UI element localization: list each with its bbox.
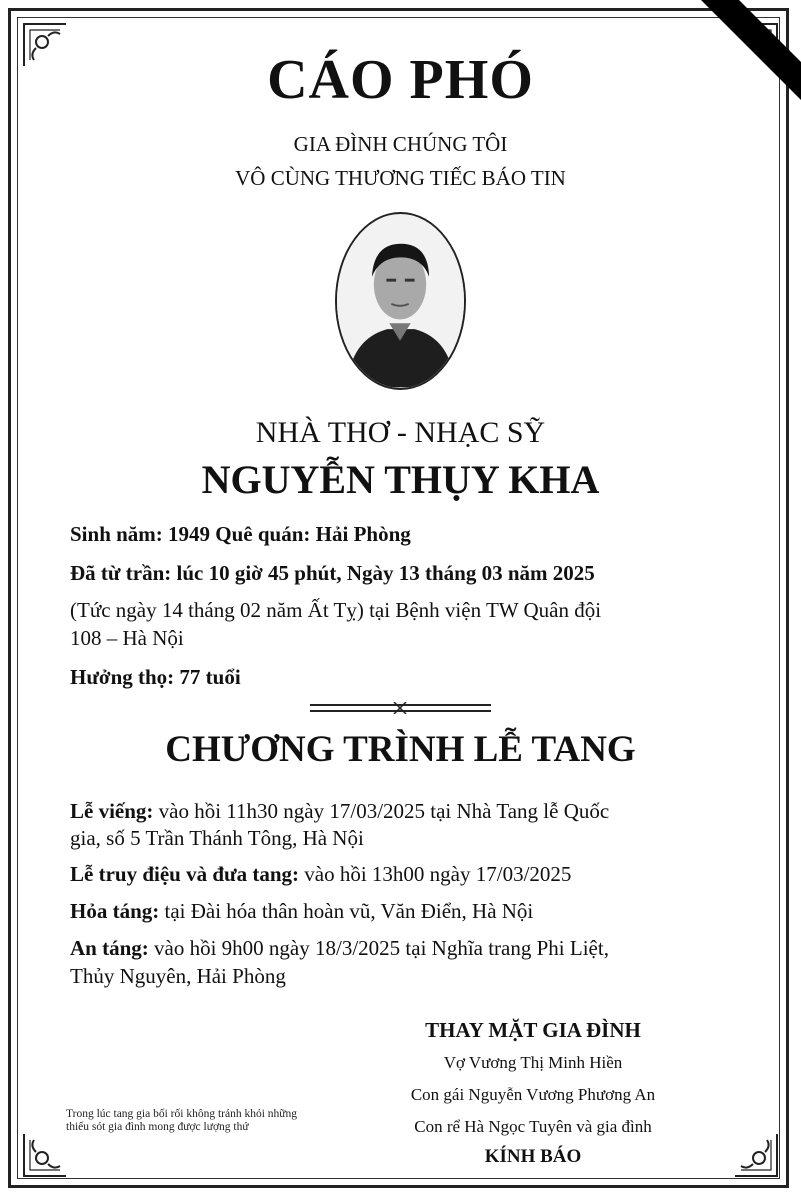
apology-note: Trong lúc tang gia bối rối không tránh khỏi những thiếu sót gia đình mong được lượng thứ: [66, 1108, 297, 1133]
header-line-1: GIA ĐÌNH CHÚNG TÔI: [293, 132, 508, 156]
cremation-value: tại Đài hóa thân hoàn vũ, Văn Điển, Hà Nội: [164, 899, 534, 923]
birth-label: Sinh năm:: [70, 522, 163, 546]
age-label: Hưởng thọ:: [70, 665, 175, 689]
burial-label: An táng:: [70, 936, 149, 960]
burial-value-1: vào hồi 9h00 ngày 18/3/2025 tại Nghĩa trang Phi Liệt,: [154, 936, 609, 960]
memorial-label: Lễ truy điệu và đưa tang:: [70, 862, 300, 886]
memorial-value: vào hồi 13h00 ngày 17/03/2025: [304, 862, 572, 886]
death-label: Đã từ trần:: [70, 561, 172, 585]
divider-ornament-icon: [310, 702, 491, 714]
portrait-silhouette-icon: [337, 214, 464, 388]
family-son-in-law: Con rể Hà Ngọc Tuyên và gia đình: [414, 1117, 652, 1136]
family-closing: KÍNH BÁO: [484, 1146, 582, 1167]
corner-ornament-icon: [731, 1130, 781, 1180]
death-line: [70, 557, 750, 589]
corner-ornament-icon: [20, 1130, 70, 1180]
birth-line: [70, 518, 750, 550]
death-value: lúc 10 giờ 45 phút, Ngày 13 tháng 03 năm 2025: [176, 561, 595, 585]
age-value: 77 tuổi: [179, 665, 241, 689]
family-heading: THAY MẶT GIA ĐÌNH: [425, 1018, 641, 1042]
header-line-2: VÔ CÙNG THƯƠNG TIẾC BÁO TIN: [235, 166, 566, 190]
portrait-photo: [335, 212, 466, 390]
birth-value: 1949: [168, 522, 211, 546]
cremation-label: Hỏa táng:: [70, 899, 160, 923]
hometown-label: Quê quán:: [215, 522, 311, 546]
viewing-value-1: vào hồi 11h30 ngày 17/03/2025 tại Nhà Tang lễ Quốc: [158, 799, 610, 823]
program-title: CHƯƠNG TRÌNH LỄ TANG: [165, 729, 636, 770]
viewing-label: Lễ viếng:: [70, 799, 154, 823]
family-wife: Vợ Vương Thị Minh Hiền: [443, 1053, 623, 1072]
lunar-line-1: (Tức ngày 14 tháng 02 năm Ất Tỵ) tại Bệnh viện TW Quân đội: [70, 598, 602, 622]
viewing-line-2: gia, số 5 Trần Thánh Tông, Hà Nội: [70, 826, 364, 850]
age-line: [70, 661, 750, 693]
lunar-line-2: 108 – Hà Nội: [70, 626, 184, 650]
cremation-line: [70, 895, 750, 927]
memorial-line: [70, 858, 750, 890]
family-daughter: Con gái Nguyễn Vương Phương An: [410, 1085, 656, 1104]
burial-line-2: Thủy Nguyên, Hải Phòng: [70, 964, 286, 988]
deceased-name: NGUYỄN THỤY KHA: [201, 457, 600, 502]
deceased-role: NHÀ THƠ - NHẠC SỸ: [255, 416, 546, 449]
hometown-value: Hải Phòng: [315, 522, 411, 546]
page-title: CÁO PHÓ: [267, 49, 534, 111]
